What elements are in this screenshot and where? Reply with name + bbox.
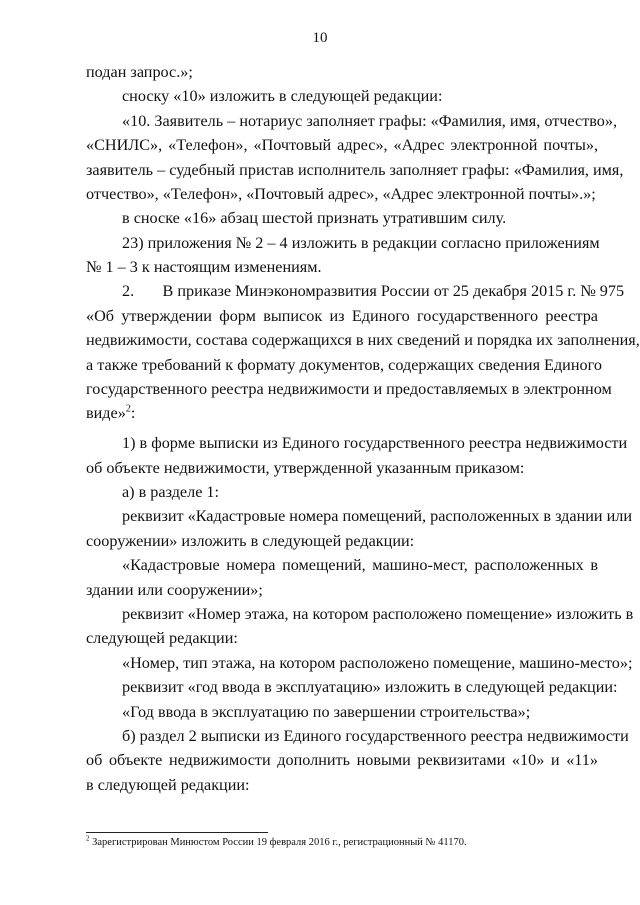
footnote-divider bbox=[86, 832, 268, 833]
text-line: об объекте недвижимости, утвержденной указанным приказом: bbox=[86, 459, 525, 477]
text-line: «10. Заявитель – нотариус заполняет графы: «Фамилия, имя, отчество», bbox=[122, 112, 618, 130]
text-line: в следующей редакции: bbox=[86, 776, 250, 794]
text-line: а также требований к формату документов, содержащих сведения Единого bbox=[86, 356, 602, 374]
text-line: б) раздел 2 выписки из Единого государственного реестра недвижимости bbox=[122, 727, 629, 745]
text-line: государственного реестра недвижимости и предоставляемых в электронном bbox=[86, 380, 612, 398]
text-line: № 1 – 3 к настоящим изменениям. bbox=[86, 258, 322, 276]
text-line: в сноске «16» абзац шестой признать утратившим силу. bbox=[122, 209, 507, 227]
text-line: недвижимости, состава содержащихся в них сведений и порядка их заполнения, bbox=[86, 331, 640, 349]
text-line: «Кадастровые номера помещений, машино-мест, расположенных в bbox=[122, 556, 598, 574]
page-number: 10 bbox=[312, 30, 328, 46]
text-line: «СНИЛС», «Телефон», «Почтовый адрес», «Адрес электронной почты», bbox=[86, 136, 598, 154]
text-line: 1) в форме выписки из Единого государственного реестра недвижимости bbox=[122, 434, 628, 452]
text-line: заявитель – судебный пристав исполнитель заполняет графы: «Фамилия, имя, bbox=[86, 161, 624, 179]
text-line bbox=[86, 403, 598, 423]
text-line: отчество», «Телефон», «Почтовый адрес», «Адрес электронной почты».»; bbox=[86, 185, 596, 203]
footnote-reference: 2 bbox=[125, 403, 131, 415]
text-line: реквизит «Номер этажа, на котором расположено помещение» изложить в bbox=[122, 605, 634, 623]
text-line: об объекте недвижимости дополнить новыми реквизитами «10» и «11» bbox=[86, 751, 598, 769]
text-line: 23) приложения № 2 – 4 изложить в редакции согласно приложениям bbox=[122, 234, 600, 252]
text-fragment: виде» bbox=[86, 404, 126, 422]
footnote bbox=[86, 836, 467, 850]
text-line: здании или сооружении»; bbox=[86, 581, 263, 599]
footnote-text: Зарегистрирован Минюстом России 19 февраля 2016 г., регистрационный № 41170. bbox=[89, 837, 467, 848]
text-line: а) в разделе 1: bbox=[122, 483, 220, 501]
text-line: «Год ввода в эксплуатацию по завершении строительства»; bbox=[122, 703, 531, 721]
text-line: следующей редакции: bbox=[86, 629, 238, 647]
footnote-marker: 2 bbox=[86, 834, 90, 843]
text-line: реквизит «Кадастровые номера помещений, расположенных в здании или bbox=[122, 507, 633, 525]
text-line: подан запрос.»; bbox=[86, 63, 193, 81]
text-line: сооружении» изложить в следующей редакции: bbox=[86, 532, 415, 550]
text-line: сноску «10» изложить в следующей редакции: bbox=[122, 87, 443, 105]
text-fragment: : bbox=[130, 404, 136, 422]
text-line: «Об утверждении форм выписок из Единого государственного реестра bbox=[86, 307, 598, 325]
text-line: «Номер, тип этажа, на котором расположено помещение, машино-место»; bbox=[122, 654, 633, 672]
text-line: 2. В приказе Минэкономразвития России от 25 декабря 2015 г. № 975 bbox=[122, 282, 625, 300]
text-line: реквизит «год ввода в эксплуатацию» изложить в следующей редакции: bbox=[122, 678, 618, 696]
